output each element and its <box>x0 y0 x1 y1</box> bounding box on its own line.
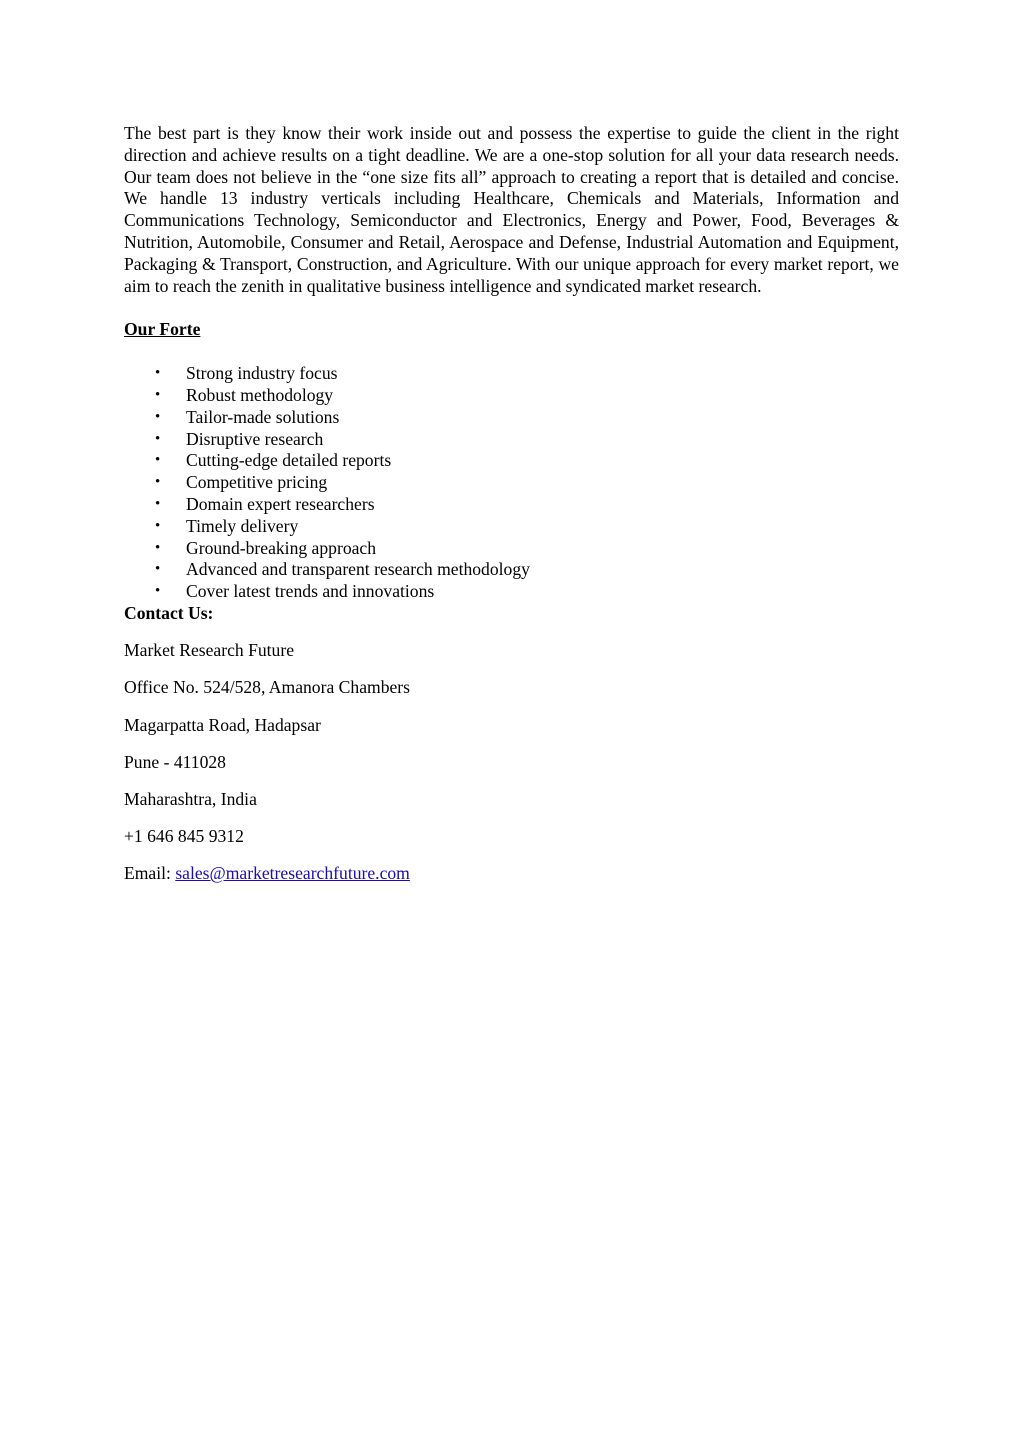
list-item-text: Timely delivery <box>186 515 299 536</box>
email-label: Email: <box>124 863 176 884</box>
email-link[interactable]: sales@marketresearchfuture.com <box>175 863 410 884</box>
list-item <box>124 472 899 494</box>
list-item-text: Cover latest trends and innovations <box>186 581 435 602</box>
list-item <box>124 538 899 560</box>
bullet-icon: • <box>155 583 161 600</box>
contact-phone: +1 646 845 9312 <box>124 826 244 847</box>
bullet-icon: • <box>155 408 161 425</box>
list-item <box>124 407 899 429</box>
list-item <box>124 385 899 407</box>
contact-email-line <box>124 863 899 885</box>
bullet-icon: • <box>155 386 161 403</box>
contact-road: Magarpatta Road, Hadapsar <box>124 714 321 735</box>
bullet-icon: • <box>155 495 161 512</box>
list-item <box>124 494 899 516</box>
list-item-text: Domain expert researchers <box>186 493 375 514</box>
contact-city: Pune - 411028 <box>124 751 226 772</box>
list-item <box>124 559 899 581</box>
list-item-text: Cutting-edge detailed reports <box>186 450 392 471</box>
list-item <box>124 516 899 538</box>
list-item <box>124 450 899 472</box>
contact-company: Market Research Future <box>124 640 295 661</box>
bullet-icon: • <box>155 517 161 534</box>
bullet-icon: • <box>155 474 161 491</box>
list-item-text: Disruptive research <box>186 428 324 449</box>
list-item-text: Ground-breaking approach <box>186 537 377 558</box>
intro-paragraph: The best part is they know their work inside out and possess the expertise to guide the client in the right direction and achieve results on a tight deadline. We are a one-stop solution for all your data research needs. Our team does not believe in the “one size fits all” approach to creating a report that is detailed and concise. We handle 13 industry verticals including Healthcare, Chemicals and Materials, Information and Communications Technology, Semiconductor and Electronics, Energy and Power, Food, Beverages & Nutrition, Automobile, Consumer and Retail, Aerospace and Defense, Industrial Automation and Equipment, Packaging & Transport, Construction, and Agriculture. With our unique approach for every market report, we aim to reach the zenith in qualitative business intelligence and syndicated market research. <box>124 123 899 296</box>
document-page <box>124 123 899 885</box>
forte-list <box>124 363 899 603</box>
list-item-text: Tailor-made solutions <box>186 406 340 427</box>
bullet-icon: • <box>155 365 161 382</box>
forte-heading: Our Forte <box>124 319 201 340</box>
bullet-icon: • <box>155 430 161 447</box>
contact-state: Maharashtra, India <box>124 788 257 809</box>
bullet-icon: • <box>155 539 161 556</box>
list-item-text: Advanced and transparent research methodology <box>186 559 530 580</box>
contact-office: Office No. 524/528, Amanora Chambers <box>124 677 411 698</box>
list-item-text: Strong industry focus <box>186 363 338 384</box>
bullet-icon: • <box>155 561 161 578</box>
list-item-text: Competitive pricing <box>186 472 328 493</box>
list-item <box>124 429 899 451</box>
list-item <box>124 581 899 603</box>
list-item <box>124 363 899 385</box>
bullet-icon: • <box>155 452 161 469</box>
contact-heading: Contact Us: <box>124 602 214 623</box>
list-item-text: Robust methodology <box>186 384 334 405</box>
